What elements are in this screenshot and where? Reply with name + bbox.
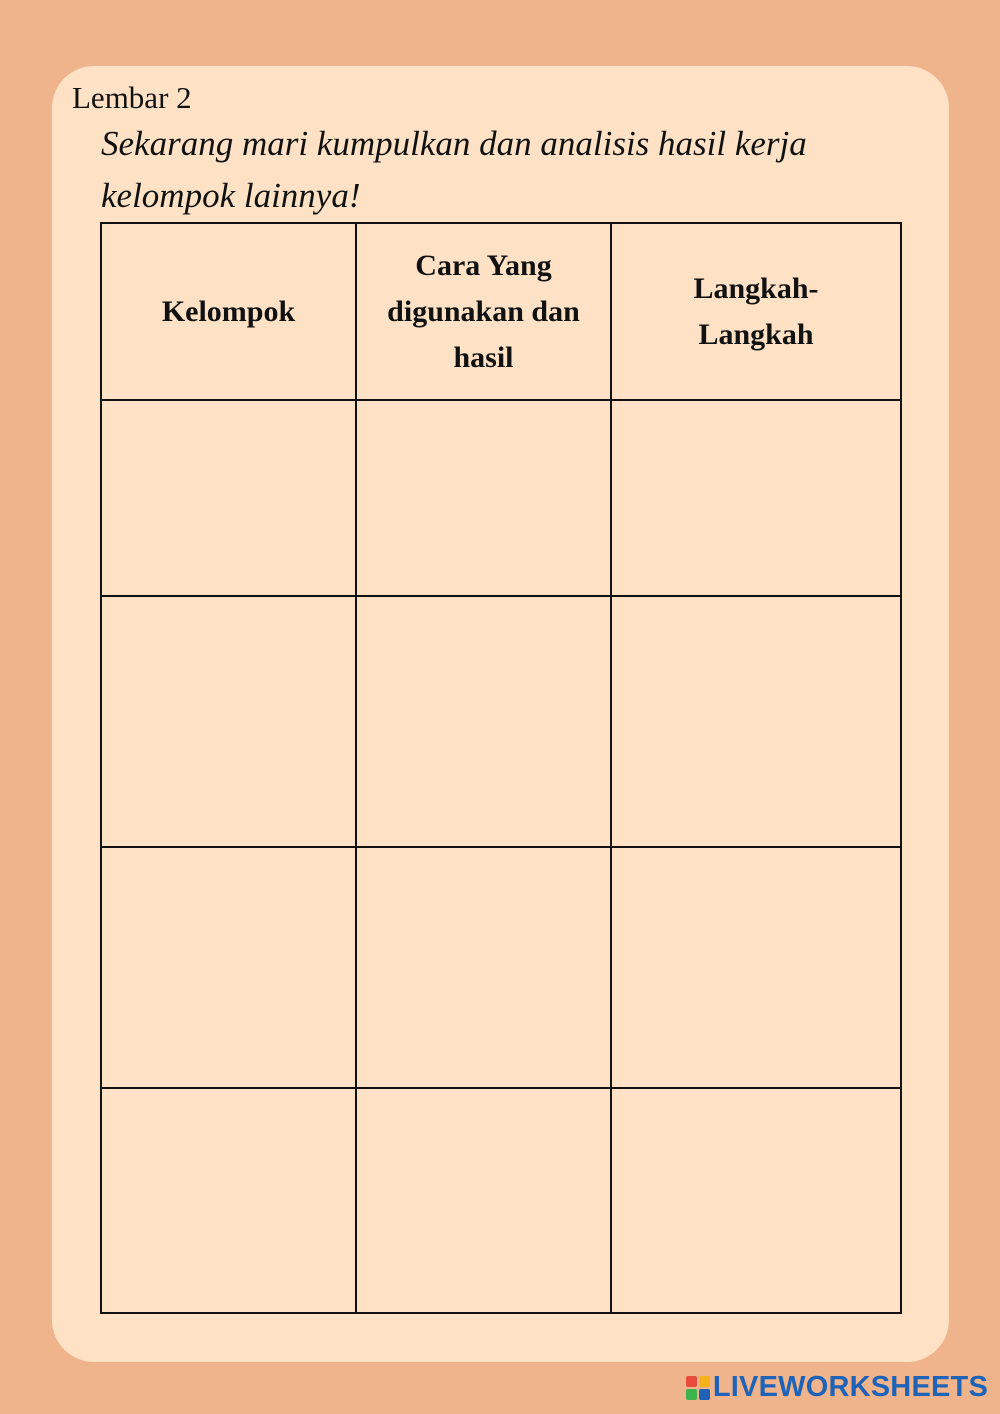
table-row [101, 596, 901, 846]
header-kelompok: Kelompok [101, 223, 356, 400]
table-row [101, 847, 901, 1088]
answer-cell[interactable] [101, 596, 356, 846]
answer-cell[interactable] [356, 847, 611, 1088]
instruction-text: Sekarang mari kumpulkan dan analisis hasil kerja kelompok lainnya! [101, 124, 807, 215]
answer-cell[interactable] [101, 1088, 356, 1313]
liveworksheets-logo-icon [686, 1376, 710, 1400]
logo-square-yellow [699, 1376, 710, 1387]
answer-cell[interactable] [356, 400, 611, 596]
table-row [101, 1088, 901, 1313]
answer-cell[interactable] [356, 1088, 611, 1313]
header-cara: Cara Yang digunakan dan hasil [356, 223, 611, 400]
brand-name: LIVEWORKSHEETS [712, 1371, 988, 1403]
worksheet-table [100, 222, 902, 1314]
table-row [101, 400, 901, 596]
logo-square-blue [699, 1389, 710, 1400]
table-header-row [101, 223, 901, 400]
answer-cell[interactable] [611, 400, 901, 596]
answer-cell[interactable] [101, 847, 356, 1088]
answer-cell[interactable] [611, 596, 901, 846]
answer-cell[interactable] [611, 1088, 901, 1313]
liveworksheets-brand[interactable] [686, 1371, 988, 1404]
answer-cell[interactable] [356, 596, 611, 846]
logo-square-green [686, 1389, 697, 1400]
sheet-label: Lembar 2 [72, 80, 192, 115]
answer-cell[interactable] [611, 847, 901, 1088]
header-langkah: Langkah-Langkah [611, 223, 901, 400]
logo-square-red [686, 1376, 697, 1387]
answer-cell[interactable] [101, 400, 356, 596]
